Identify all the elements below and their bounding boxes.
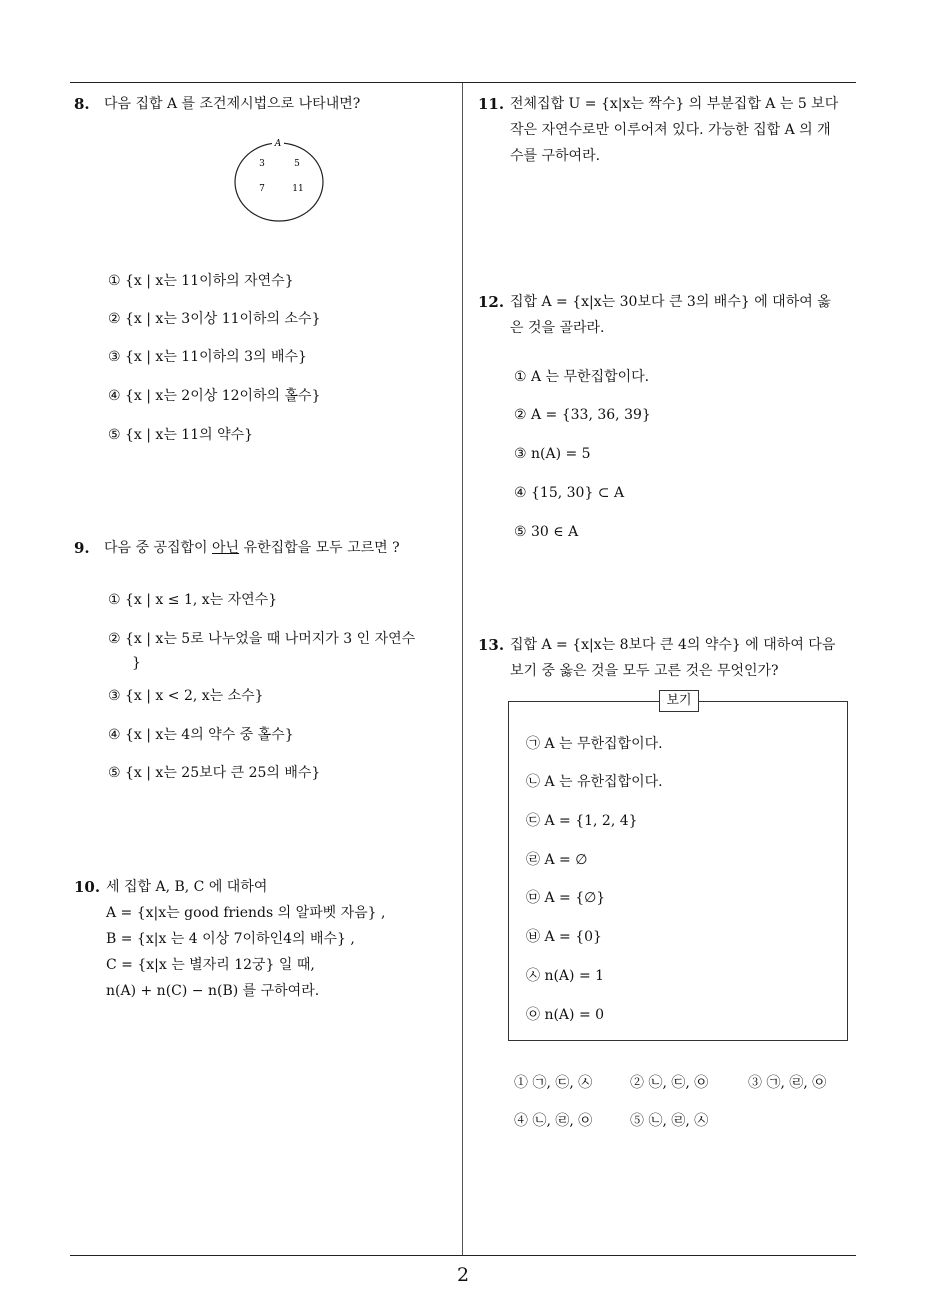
top-rule	[70, 82, 856, 83]
question-text-line: 은 것을 골라라.	[510, 320, 605, 336]
bogi-item: ㉡ A 는 유한집합이다.	[526, 774, 663, 790]
question-text-line: 작은 자연수로만 이루어져 있다. 가능한 집합 A 의 개	[510, 122, 831, 138]
bogi-item: ㉠ A 는 무한집합이다.	[526, 736, 663, 752]
underlined-word: 아닌	[212, 540, 240, 556]
bogi-item: ㉣ A = ∅	[526, 852, 588, 868]
answer-option-1[interactable]: ① {x | x ≤ 1, x는 자연수}	[108, 592, 278, 608]
question-text	[104, 538, 400, 558]
question-text-line: 세 집합 A, B, C 에 대하여	[106, 879, 268, 895]
question-number: 12.	[478, 293, 505, 311]
bottom-rule	[70, 1255, 856, 1256]
answer-option-2[interactable]: ② ㉡, ㉢, ㉧	[630, 1075, 709, 1091]
bogi-item: ㉥ A = {0}	[526, 929, 602, 945]
venn-element: 3	[259, 159, 265, 169]
question-text-part: 유한집합을 모두 고르면 ?	[239, 540, 400, 556]
question-text-line: 집합 A = {x|x는 8보다 큰 4의 약수} 에 대하여 다음	[510, 637, 836, 653]
question-text-line: B = {x|x 는 4 이상 7이하인4의 배수} ,	[106, 931, 355, 947]
question-text-line: 전체집합 U = {x|x는 짝수} 의 부분집합 A 는 5 보다	[510, 96, 839, 112]
question-text-part: 다음 중 공집합이	[104, 540, 213, 556]
question-text: 다음 집합 A 를 조건제시법으로 나타내면?	[104, 96, 361, 112]
answer-option-1[interactable]: ① ㉠, ㉢, ㉦	[514, 1075, 593, 1091]
column-divider	[462, 83, 463, 1255]
bogi-item: ㉤ A = {∅}	[526, 890, 606, 906]
question-text-line: A = {x|x는 good friends 의 알파벳 자음} ,	[106, 905, 386, 921]
answer-option-4[interactable]: ④ {x | x는 4의 약수 중 홀수}	[108, 727, 294, 743]
answer-option-3[interactable]: ③ {x | x는 11이하의 3의 배수}	[108, 349, 307, 365]
answer-option-1[interactable]: ① A 는 무한집합이다.	[514, 369, 650, 385]
answer-option-4[interactable]: ④ {x | x는 2이상 12이하의 홀수}	[108, 388, 321, 404]
answer-option-5[interactable]: ⑤ {x | x는 11의 약수}	[108, 427, 254, 443]
question-number: 9.	[74, 539, 90, 557]
question-text-line: C = {x|x 는 별자리 12궁} 일 때,	[106, 957, 315, 973]
answer-option-3[interactable]: ③ {x | x < 2, x는 소수}	[108, 688, 264, 704]
question-text-line: 수를 구하여라.	[510, 148, 601, 164]
answer-option-4[interactable]: ④ {15, 30} ⊂ A	[514, 485, 625, 501]
answer-option-5[interactable]: ⑤ ㉡, ㉣, ㉦	[630, 1113, 709, 1129]
question-number: 13.	[478, 636, 505, 654]
question-number: 11.	[478, 95, 505, 113]
bogi-item: ㉦ n(A) = 1	[526, 968, 605, 984]
bogi-label: 보기	[659, 690, 699, 712]
bogi-item: ㉢ A = {1, 2, 4}	[526, 813, 638, 829]
venn-diagram	[234, 137, 324, 223]
answer-option-1[interactable]: ① {x | x는 11이하의 자연수}	[108, 273, 294, 289]
answer-option-5[interactable]: ⑤ 30 ∈ A	[514, 524, 579, 540]
answer-option-5[interactable]: ⑤ {x | x는 25보다 큰 25의 배수}	[108, 765, 321, 781]
question-text-line: 집합 A = {x|x는 30보다 큰 3의 배수} 에 대하여 옳	[510, 294, 831, 310]
answer-option-2[interactable]: ② {x | x는 5로 나누었을 때 나머지가 3 인 자연수	[108, 631, 416, 647]
answer-option-4[interactable]: ④ ㉡, ㉣, ㉧	[514, 1113, 593, 1129]
question-number: 8.	[74, 95, 90, 113]
answer-option-3[interactable]: ③ ㉠, ㉣, ㉧	[748, 1075, 827, 1091]
venn-set-label: A	[274, 139, 282, 149]
answer-option-2[interactable]: ② {x | x는 3이상 11이하의 소수}	[108, 311, 321, 327]
venn-element: 7	[259, 184, 265, 194]
question-text-line: 보기 중 옳은 것을 모두 고른 것은 무엇인가?	[510, 663, 779, 679]
venn-element: 5	[294, 159, 300, 169]
answer-option-2-continued: }	[132, 655, 141, 671]
bogi-item: ㉧ n(A) = 0	[526, 1007, 605, 1023]
answer-option-3[interactable]: ③ n(A) = 5	[514, 446, 591, 462]
question-text-line: n(A) + n(C) − n(B) 를 구하여라.	[106, 983, 320, 999]
answer-option-2[interactable]: ② A = {33, 36, 39}	[514, 407, 651, 423]
venn-element: 11	[292, 184, 304, 194]
page-number: 2	[456, 1264, 470, 1286]
question-number: 10.	[74, 878, 101, 896]
